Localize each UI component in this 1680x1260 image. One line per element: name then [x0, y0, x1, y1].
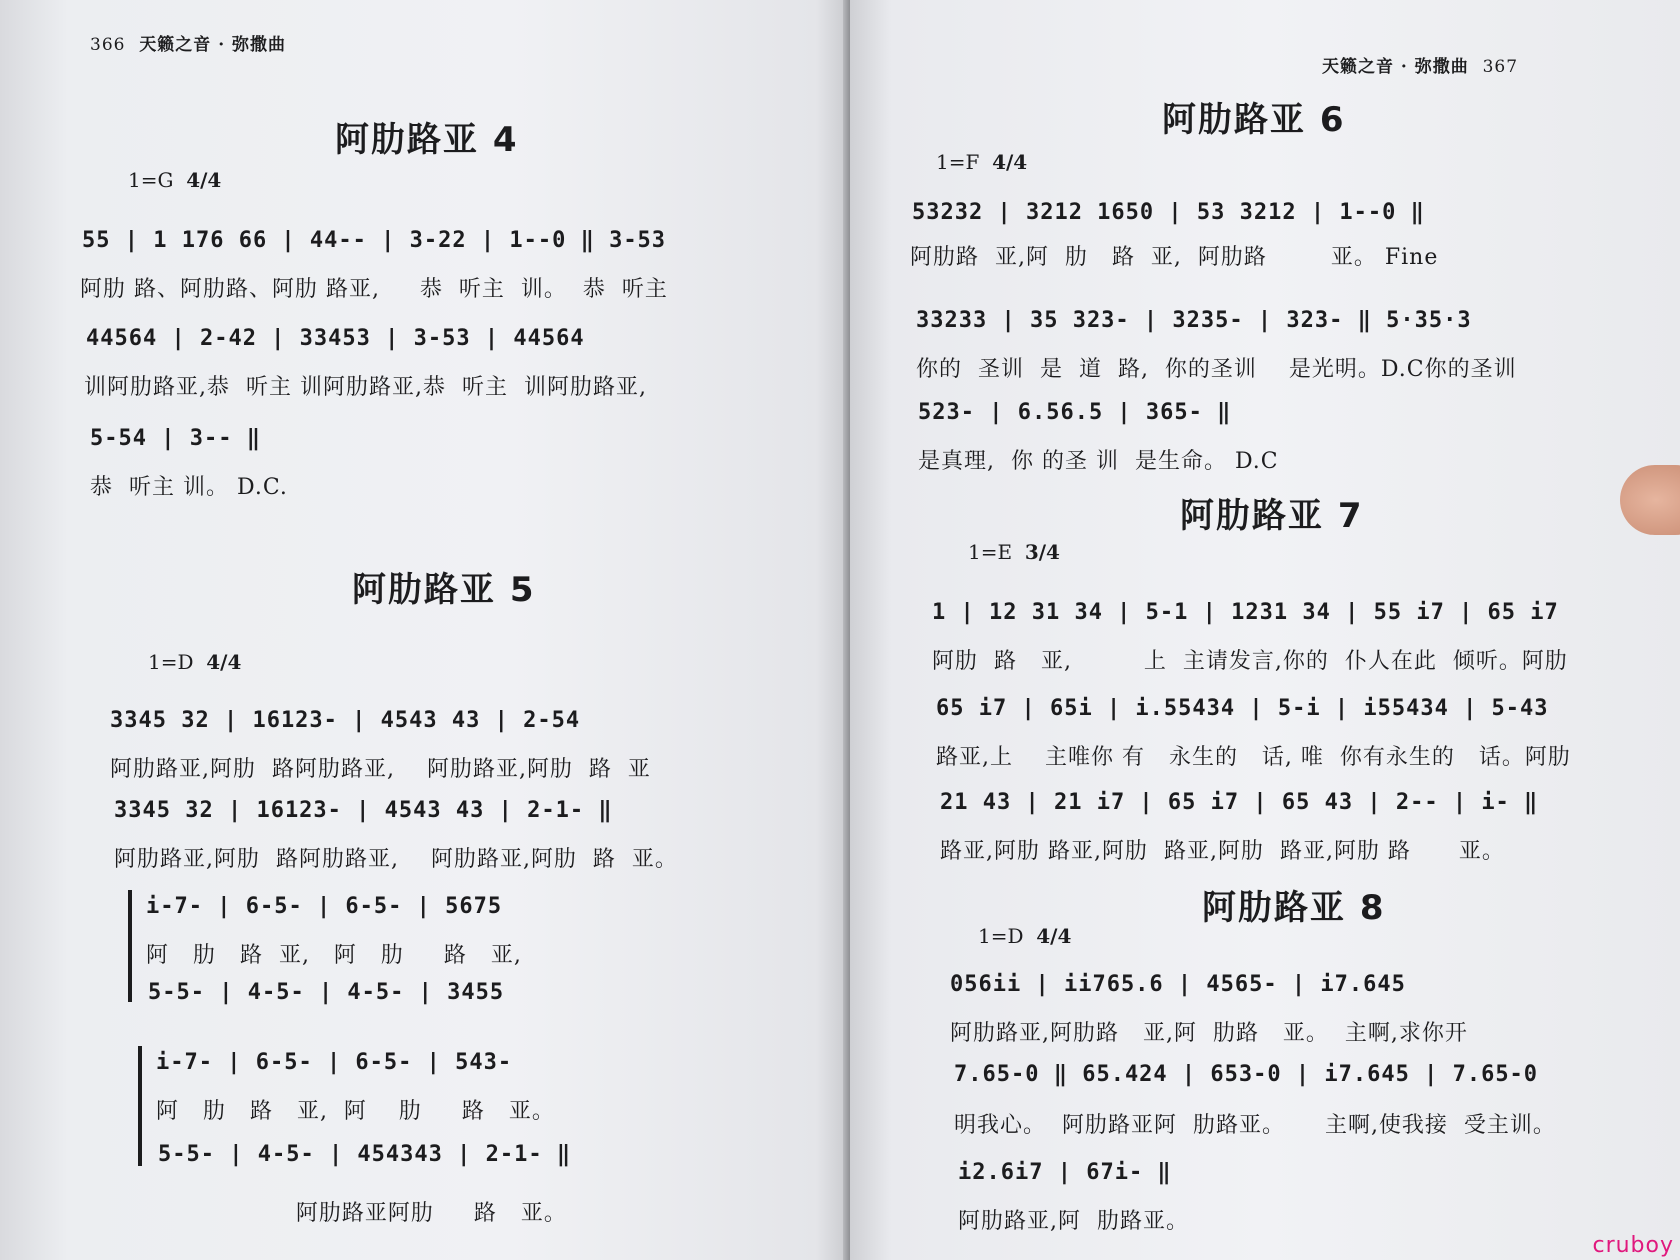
running-head-left [90, 30, 286, 55]
key: 1=D [148, 650, 194, 674]
notation-row: i-7- | 6-5- | 6-5- | 5675 [146, 894, 503, 919]
notation-row: 523- | 6.56.5 | 365- ‖ [918, 400, 1232, 425]
notation-row: 65 i7 | 65i | i.55434 | 5-i | i55434 | 5-43 [936, 696, 1549, 721]
page-number: 366 [90, 35, 126, 55]
lyrics-row: 阿肋路 亚,阿 肋 路 亚, 阿肋路 亚。 Fine [910, 245, 1439, 270]
lyrics-row: 阿肋 路、阿肋路、阿肋 路亚, 恭 听主 训。 恭 听主 [80, 277, 668, 302]
bleed-through [340, 60, 352, 100]
time-signature: 4/4 [1036, 924, 1072, 948]
key: 1=F [936, 150, 980, 174]
song-title: 阿肋路亚 7 [1180, 496, 1364, 536]
system-bracket [128, 890, 132, 1002]
key: 1=D [978, 924, 1024, 948]
notation-row: 3345 32 | 16123- | 4543 43 | 2-54 [110, 708, 581, 733]
book-title: 天籁之音 · 弥撒曲 [1322, 57, 1469, 77]
notation-row: i-7- | 6-5- | 6-5- | 543- [156, 1050, 513, 1075]
time-signature: 4/4 [206, 650, 242, 674]
lyrics-row: 你的 圣训 是 道 路, 你的圣训 是光明。D.C你的圣训 [916, 357, 1517, 382]
system-bracket [138, 1046, 142, 1166]
notation-row: 33233 | 35 323- | 3235- | 323- ‖ 5·35·3 [916, 308, 1472, 333]
time-signature: 4/4 [992, 150, 1028, 174]
lyrics-row: 阿肋路亚,阿肋 路阿肋路亚, 阿肋路亚,阿肋 路 亚。 [114, 847, 678, 872]
notation-row: 3345 32 | 16123- | 4543 43 | 2-1- ‖ [114, 798, 613, 823]
key: 1=E [968, 540, 1013, 564]
key: 1=G [128, 168, 174, 192]
notation-row: 55 | 1 176 66 | 44-- | 3-22 | 1--0 ‖ 3-53 [82, 228, 667, 253]
notation-row: 5-54 | 3-- ‖ [90, 426, 261, 451]
notation-row: 5-5- | 4-5- | 4-5- | 3455 [148, 980, 505, 1005]
lyrics-row: 阿肋路亚,阿 肋路亚。 [958, 1209, 1189, 1234]
notation-row: i2.6i7 | 67i- ‖ [958, 1160, 1172, 1185]
song-title: 阿肋路亚 4 [335, 120, 519, 160]
notation-row: 53232 | 3212 1650 | 53 3212 | 1--0 ‖ [912, 200, 1425, 225]
key-signature [968, 540, 1060, 564]
time-signature: 4/4 [186, 168, 222, 192]
watermark: cruboy [1592, 1233, 1674, 1258]
lyrics-row: 路亚,上 主唯你 有 永生的 话, 唯 你有永生的 话。阿肋 [936, 745, 1571, 770]
notation-row: 44564 | 2-42 | 33453 | 3-53 | 44564 [86, 326, 585, 351]
thumb [1620, 465, 1680, 535]
key-signature [978, 924, 1071, 948]
lyrics-row: 阿 肋 路 亚, 阿 肋 路 亚。 [156, 1099, 555, 1124]
notation-row: 7.65-0 ‖ 65.424 | 653-0 | i7.645 | 7.65-0 [954, 1062, 1539, 1087]
lyrics-row: 阿肋路亚阿肋 路 亚。 [160, 1201, 567, 1226]
notation-row: 21 43 | 21 i7 | 65 i7 | 65 43 | 2-- | i- ‖ [940, 790, 1539, 815]
right-page [850, 0, 1680, 1260]
book-title: 天籁之音 · 弥撒曲 [139, 35, 287, 55]
time-signature: 3/4 [1024, 540, 1060, 564]
running-head-right [1322, 52, 1518, 77]
key-signature [148, 650, 241, 674]
notation-row: 1 | 12 31 34 | 5-1 | 1231 34 | 55 i7 | 65 i7 [932, 600, 1559, 625]
song-title: 阿肋路亚 5 [352, 570, 536, 610]
notation-row: 5-5- | 4-5- | 454343 | 2-1- ‖ [158, 1142, 572, 1167]
key-signature [936, 150, 1027, 174]
song-title: 阿肋路亚 8 [1202, 888, 1386, 928]
lyrics-row: 明我心。 阿肋路亚阿 肋路亚。 主啊,使我接 受主训。 [954, 1113, 1556, 1138]
lyrics-row: 是真理, 你 的圣 训 是生命。 D.C [918, 449, 1279, 474]
lyrics-row: 阿肋路亚,阿肋路 亚,阿 肋路 亚。 主啊,求你开 [950, 1021, 1468, 1046]
notation-row: 056ii | ii765.6 | 4565- | i7.645 [950, 972, 1406, 997]
lyrics-row: 阿 肋 路 亚, 阿 肋 路 亚, [146, 943, 522, 968]
lyrics-row: 路亚,阿肋 路亚,阿肋 路亚,阿肋 路亚,阿肋 路 亚。 [940, 839, 1505, 864]
lyrics-row: 训阿肋路亚,恭 听主 训阿肋路亚,恭 听主 训阿肋路亚, [84, 375, 647, 400]
lyrics-row: 恭 听主 训。 D.C. [90, 475, 288, 500]
key-signature [128, 168, 221, 192]
song-title: 阿肋路亚 6 [1162, 100, 1346, 140]
lyrics-row: 阿肋路亚,阿肋 路阿肋路亚, 阿肋路亚,阿肋 路 亚 [110, 757, 651, 782]
page-number: 367 [1482, 57, 1519, 77]
lyrics-row: 阿肋 路 亚, 上 主请发言,你的 仆人在此 倾听。阿肋 [932, 649, 1568, 674]
